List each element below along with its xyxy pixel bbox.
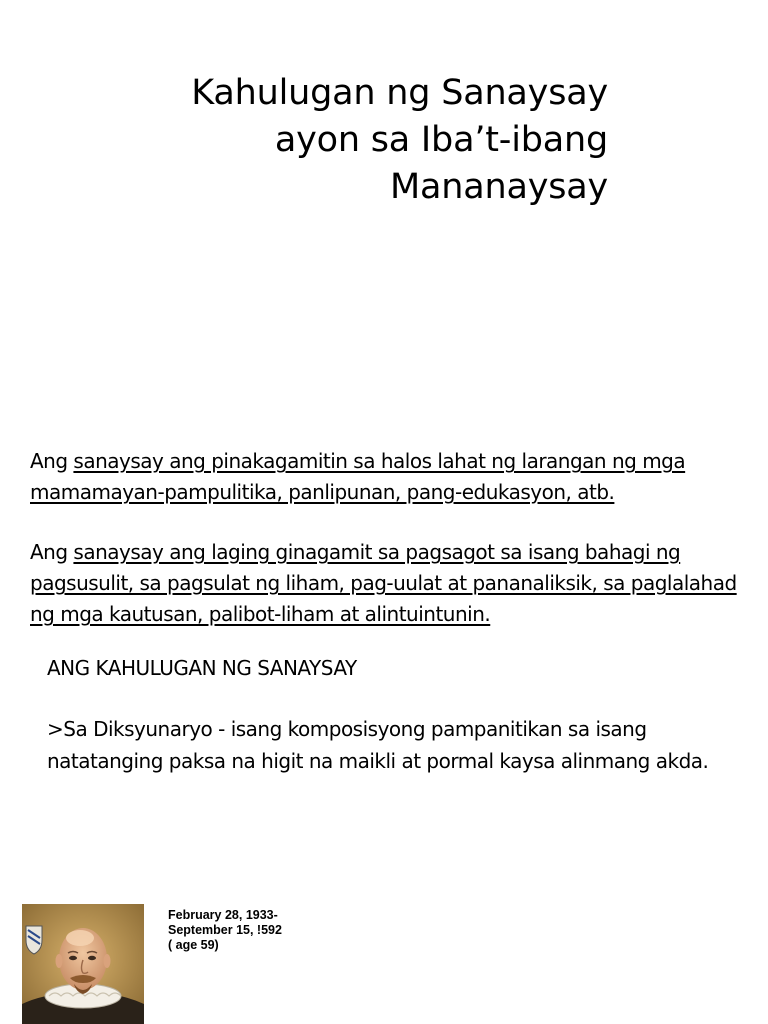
portrait-painting-icon (22, 904, 144, 1024)
title-line-1: Kahulugan ng Sanaysay (191, 73, 608, 113)
caption-line-3: ( age 59) (168, 938, 219, 952)
paragraph-1 (30, 446, 750, 508)
definition-heading: ANG KAHULUGAN NG SANAYSAY (47, 656, 357, 680)
portrait-caption (168, 908, 282, 953)
title-line-3: Mananaysay (389, 167, 608, 207)
title-line-2: ayon sa Iba’t-ibang (274, 120, 608, 160)
paragraph-1-underlined: sanaysay ang pinakagamitin sa halos lahat ng larangan ng mga mamamayan-pampulitika, panlipunan, pang-edukasyon, atb. (30, 449, 686, 504)
paragraph-2-prefix: Ang (30, 540, 74, 564)
paragraph-2-underlined: sanaysay ang laging ginagamit sa pagsagot sa isang bahagi ng pagsusulit, sa pagsulat ng liham, pag-uulat at pananaliksik, sa paglalahad ng mga kautusan, palibot-liham at alintuintunin. (30, 540, 737, 626)
page-title (88, 70, 608, 211)
caption-line-1: February 28, 1933- (168, 908, 278, 922)
paragraph-1-prefix: Ang (30, 449, 74, 473)
definition-body: >Sa Diksyunaryo - isang komposisyong pampanitikan sa isang natatanging paksa na higit na maikli at pormal kaysa alinmang akda. (47, 717, 709, 773)
caption-line-2: September 15, !592 (168, 923, 282, 937)
portrait-image (22, 904, 144, 1024)
paragraph-2 (30, 537, 750, 630)
